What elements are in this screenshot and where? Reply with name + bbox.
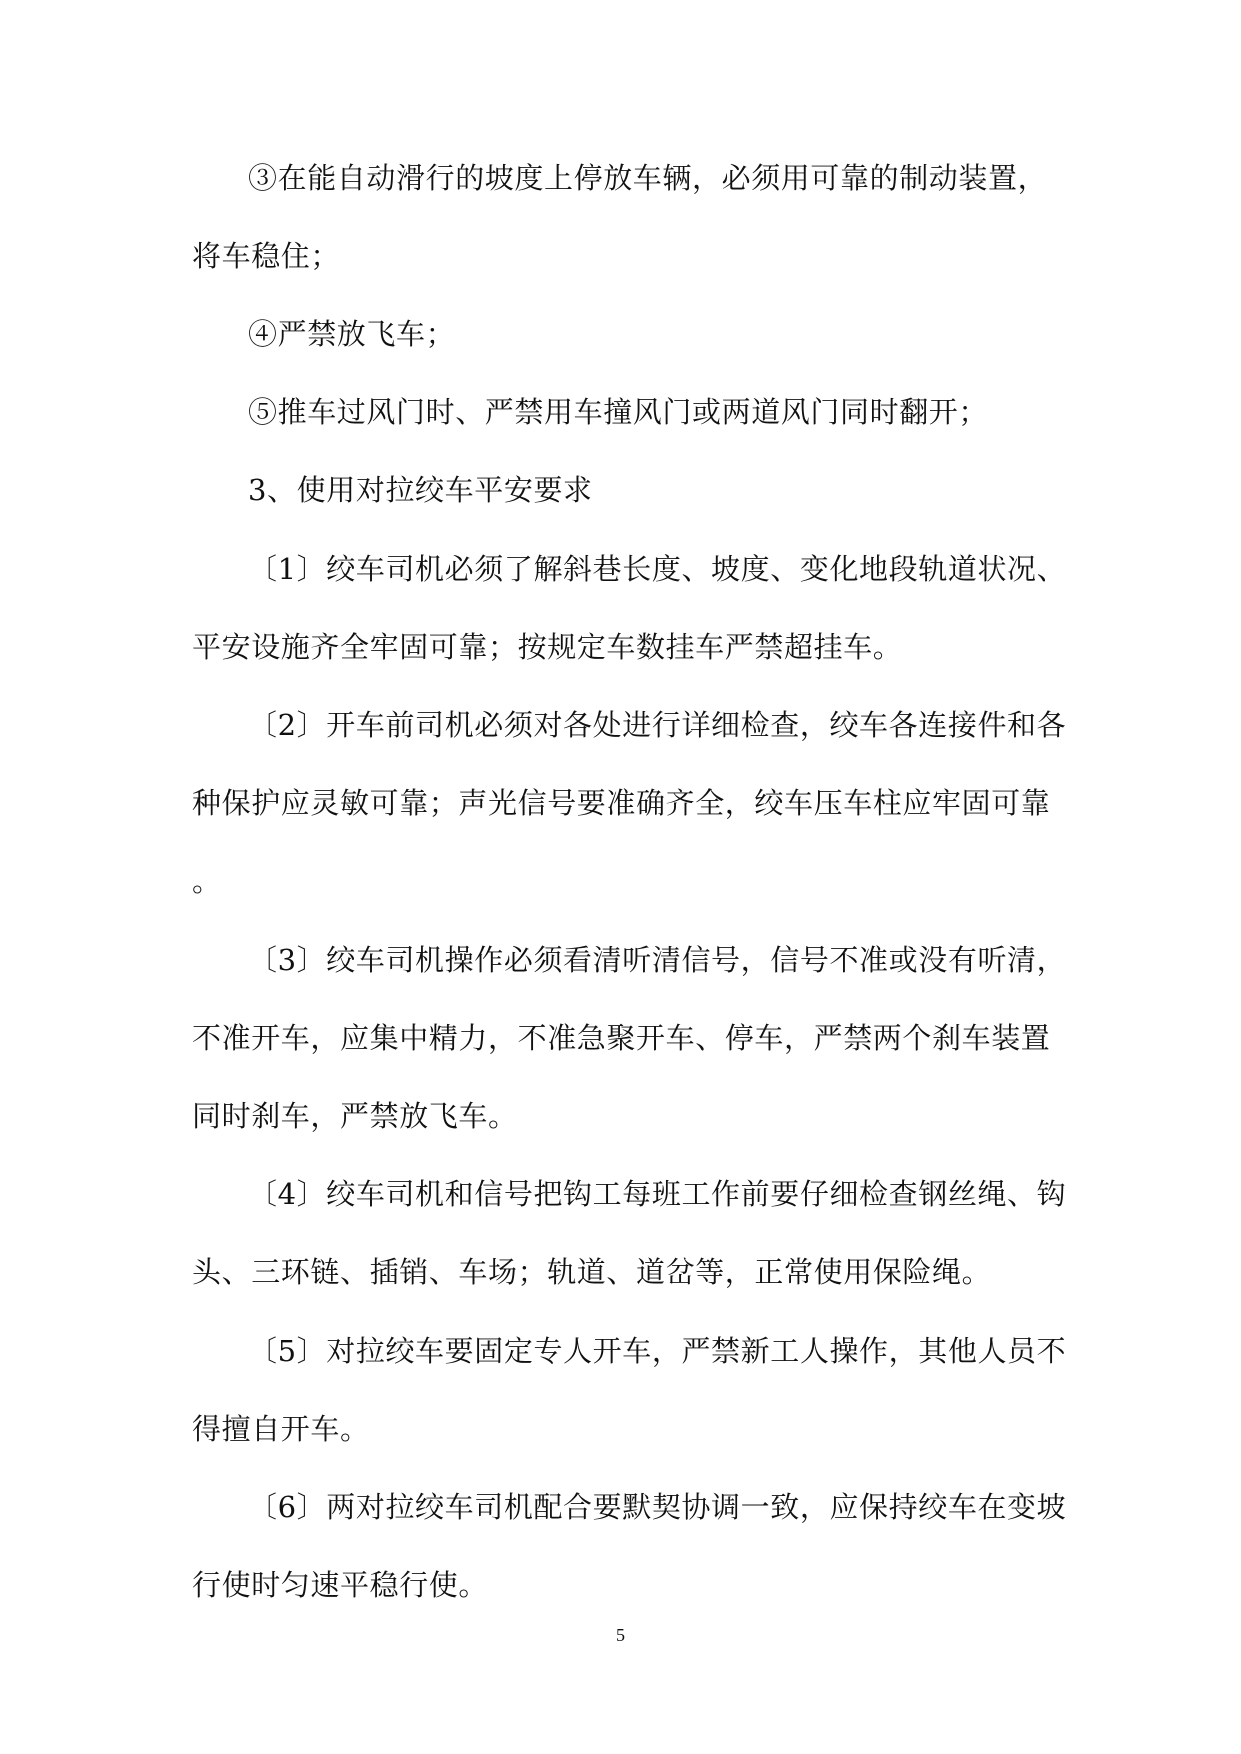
paragraph-line: 〔6〕两对拉绞车司机配合要默契协调一致，应保持绞车在变坡 <box>248 1490 1067 1524</box>
page-number: 5 <box>616 1625 625 1645</box>
paragraph-line: 〔2〕开车前司机必须对各处进行详细检查，绞车各连接件和各 <box>248 708 1067 742</box>
paragraph-line: 同时刹车，严禁放飞车。 <box>192 1099 518 1133</box>
paragraph-line: 〔5〕对拉绞车要固定专人开车，严禁新工人操作，其他人员不 <box>248 1334 1067 1368</box>
paragraph-line: 平安设施齐全牢固可靠；按规定车数挂车严禁超挂车。 <box>192 630 903 664</box>
paragraph-line: 不准开车，应集中精力，不准急聚开车、停车，严禁两个刹车装置 <box>192 1021 1051 1055</box>
paragraph-line: 。 <box>192 864 222 898</box>
paragraph-line: ⑤推车过风门时、严禁用车撞风门或两道风门同时翻开； <box>248 395 989 429</box>
paragraph-line: ④严禁放飞车； <box>248 317 456 351</box>
paragraph-line: 种保护应灵敏可靠；声光信号要准确齐全，绞车压车柱应牢固可靠 <box>192 786 1051 820</box>
paragraph-line: 得擅自开车。 <box>192 1412 370 1446</box>
section-heading: 3、使用对拉绞车平安要求 <box>248 473 593 507</box>
paragraph-line: 将车稳住； <box>192 239 341 273</box>
paragraph-line: 〔1〕绞车司机必须了解斜巷长度、坡度、变化地段轨道状况、 <box>248 552 1067 586</box>
paragraph-line: ③在能自动滑行的坡度上停放车辆，必须用可靠的制动装置， <box>248 161 1048 195</box>
paragraph-line: 头、三环链、插销、车场；轨道、道岔等，正常使用保险绳。 <box>192 1255 992 1289</box>
paragraph-line: 行使时匀速平稳行使。 <box>192 1568 489 1602</box>
paragraph-line: 〔4〕绞车司机和信号把钩工每班工作前要仔细检查钢丝绳、钩 <box>248 1177 1067 1211</box>
paragraph-line: 〔3〕绞车司机操作必须看清听清信号，信号不准或没有听清， <box>248 943 1067 977</box>
